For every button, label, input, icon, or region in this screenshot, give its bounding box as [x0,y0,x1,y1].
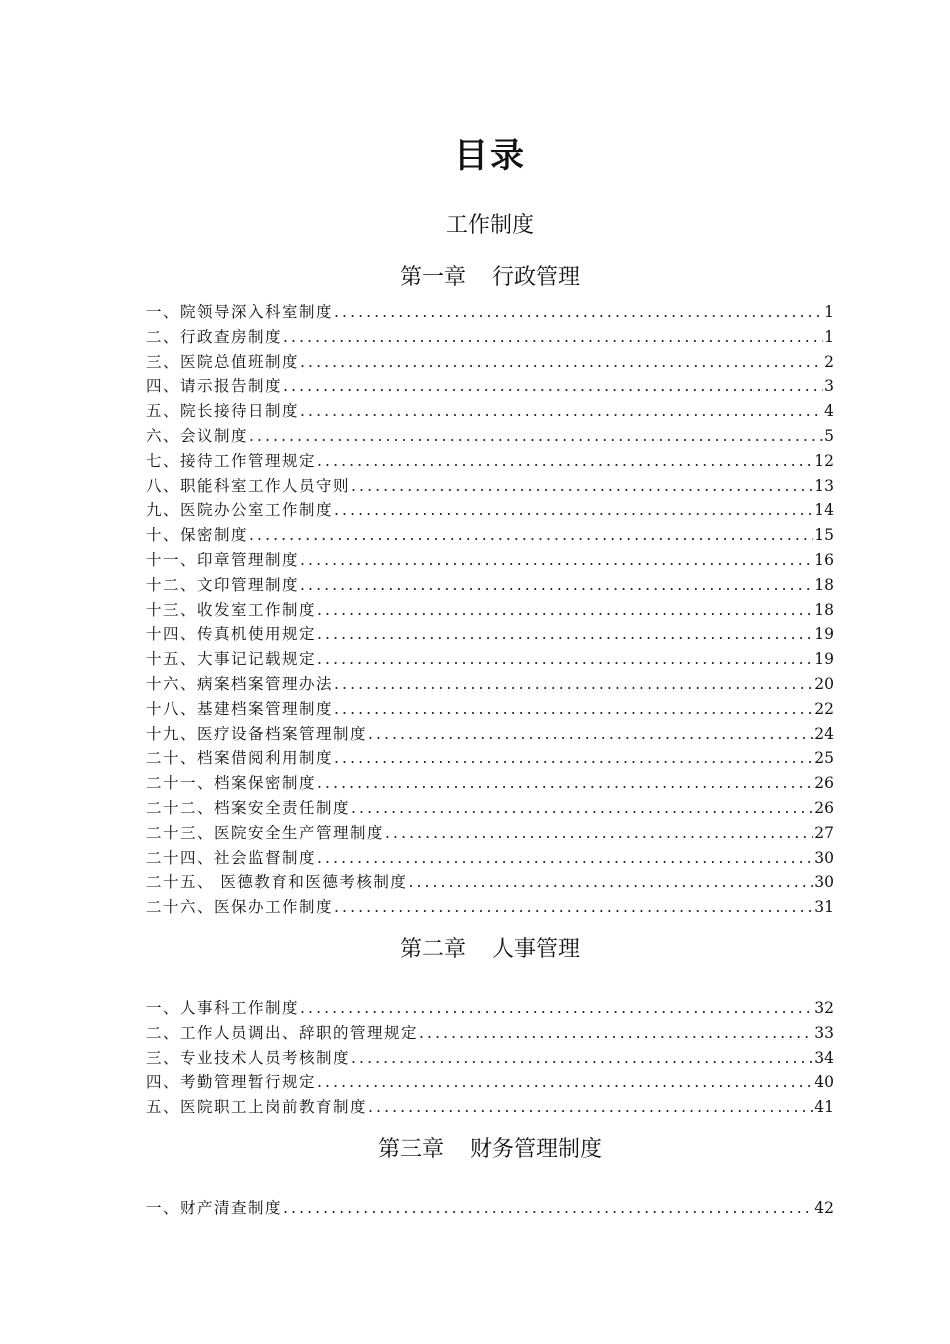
toc-leader-dots [334,498,813,523]
toc-leader-dots [300,399,823,424]
toc-entry-page-number: 4 [824,402,834,421]
toc-entry[interactable] [146,548,834,573]
toc-entry[interactable] [146,697,834,722]
toc-entry-title: 七、接待工作管理规定 [146,451,317,470]
toc-entry[interactable] [146,399,834,424]
chapter-2-name: 人事管理 [492,937,581,962]
toc-entry-title: 八、职能科室工作人员守则 [146,476,351,495]
toc-entry-page-number: 24 [814,724,834,743]
toc-entry-page-number: 15 [814,526,834,545]
toc-entry-title: 二、行政查房制度 [146,327,283,346]
toc-entry-page-number: 30 [814,873,834,892]
chapter-3-heading [0,1132,950,1163]
page-title: 目录 [454,136,526,176]
toc-leader-dots [317,598,813,623]
toc-entry[interactable] [146,771,834,796]
toc-entry-title: 十八、基建档案管理制度 [146,699,334,718]
toc-entry-page-number: 19 [814,650,834,669]
toc-entry-title: 二十六、医保办工作制度 [146,898,334,917]
toc-entry-title: 十、保密制度 [146,526,249,545]
toc-entry[interactable] [146,622,834,647]
toc-entry-title: 四、考勤管理暂行规定 [146,1073,317,1092]
toc-leader-dots [300,996,813,1021]
toc-entry-page-number: 32 [814,999,834,1017]
toc-leader-dots [408,870,813,895]
toc-leader-dots [368,1095,813,1120]
toc-entry-page-number: 18 [814,575,834,594]
toc-entry[interactable] [146,1021,834,1046]
toc-entry-page-number: 42 [814,1199,834,1217]
toc-leader-dots [334,672,813,697]
chapter-1-number: 第一章 [399,265,466,290]
toc-leader-dots [419,1021,813,1046]
toc-entry[interactable] [146,895,834,920]
toc-leader-dots [300,548,813,573]
toc-entry-page-number: 25 [814,749,834,768]
toc-entry-page-number: 30 [814,848,834,867]
toc-entry-page-number: 13 [814,476,834,495]
toc-entry[interactable] [146,523,834,548]
toc-entry[interactable] [146,474,834,499]
toc-leader-dots [334,300,823,325]
toc-entry[interactable] [146,647,834,672]
toc-entry-page-number: 19 [814,625,834,644]
toc-entry-title: 二十三、医院安全生产管理制度 [146,823,385,842]
toc-entry-title: 一、财产清查制度 [146,1199,283,1217]
toc-entry-page-number: 3 [824,377,834,396]
toc-entry[interactable] [146,300,834,325]
toc-entry-page-number: 22 [814,699,834,718]
toc-entry[interactable] [146,573,834,598]
toc-entry-page-number: 27 [814,823,834,842]
chapter-1-name: 行政管理 [492,265,581,290]
toc-entry-title: 二十、档案借阅利用制度 [146,749,334,768]
toc-leader-dots [334,895,813,920]
chapter-1-heading [0,260,950,291]
toc-leader-dots [368,722,813,747]
toc-entry-title: 一、院领导深入科室制度 [146,303,334,321]
toc-entry-title: 十二、文印管理制度 [146,575,300,594]
toc-entry-page-number: 33 [814,1023,834,1042]
toc-entry-title: 十四、传真机使用规定 [146,625,317,644]
toc-entry-title: 二十四、社会监督制度 [146,848,317,867]
toc-entry-title: 五、医院职工上岗前教育制度 [146,1098,368,1117]
toc-leader-dots [317,622,813,647]
toc-leader-dots [351,796,813,821]
toc-entry-title: 四、请示报告制度 [146,377,283,396]
toc-entry-page-number: 40 [814,1073,834,1092]
toc-leader-dots [283,374,823,399]
toc-entry-title: 三、医院总值班制度 [146,352,300,371]
toc-entry-title: 二、工作人员调出、辞职的管理规定 [146,1023,419,1042]
chapter-3-number: 第三章 [377,1137,444,1162]
toc-entry-title: 十三、收发室工作制度 [146,600,317,619]
toc-leader-dots [351,1046,813,1071]
toc-entry-title: 二十一、档案保密制度 [146,774,317,793]
toc-entry[interactable] [146,722,834,747]
toc-leader-dots [249,523,813,548]
toc-entry[interactable] [146,498,834,523]
chapter-3-toc [146,1196,834,1221]
toc-leader-dots [385,821,813,846]
toc-leader-dots [300,350,823,375]
toc-entry[interactable] [146,870,834,895]
toc-leader-dots [283,325,823,350]
toc-entry[interactable] [146,424,834,449]
toc-entry-page-number: 5 [824,426,834,445]
toc-entry[interactable] [146,1070,834,1095]
toc-entry[interactable] [146,598,834,623]
toc-entry[interactable] [146,325,834,350]
chapter-2-heading [0,932,950,963]
toc-entry[interactable] [146,746,834,771]
toc-leader-dots [317,1070,813,1095]
chapter-2-number: 第二章 [399,937,466,962]
toc-entry[interactable] [146,449,834,474]
toc-entry-title: 一、人事科工作制度 [146,999,300,1017]
toc-entry-title: 九、医院办公室工作制度 [146,501,334,520]
toc-leader-dots [283,1196,813,1221]
toc-entry-page-number: 14 [814,501,834,520]
chapter-1-toc [146,300,834,920]
toc-leader-dots [317,449,813,474]
toc-entry-page-number: 31 [814,898,834,917]
toc-entry-title: 三、专业技术人员考核制度 [146,1048,351,1067]
toc-entry[interactable] [146,1095,834,1120]
toc-entry-page-number: 34 [814,1048,834,1067]
toc-leader-dots [317,846,813,871]
toc-entry-title: 十五、大事记记载规定 [146,650,317,669]
toc-entry-page-number: 18 [814,600,834,619]
toc-leader-dots [300,573,813,598]
toc-entry-page-number: 26 [814,798,834,817]
toc-entry-page-number: 20 [814,674,834,693]
toc-entry[interactable] [146,796,834,821]
toc-entry[interactable] [146,672,834,697]
chapter-2-toc [146,996,834,1120]
toc-entry-page-number: 26 [814,774,834,793]
section-subtitle: 工作制度 [445,213,534,238]
toc-entry-page-number: 16 [814,550,834,569]
toc-entry-title: 二十二、档案安全责任制度 [146,798,351,817]
toc-entry-title: 二十五、 医德教育和医德考核制度 [146,873,408,892]
toc-entry[interactable] [146,1046,834,1071]
toc-entry-title: 十一、印章管理制度 [146,550,300,569]
chapter-3-name: 财务管理制度 [470,1137,603,1162]
toc-entry-page-number: 41 [814,1098,834,1117]
toc-entry-page-number: 12 [814,451,834,470]
toc-entry-title: 十六、病案档案管理办法 [146,674,334,693]
toc-leader-dots [249,424,823,449]
toc-entry[interactable] [146,350,834,375]
toc-leader-dots [317,647,813,672]
toc-leader-dots [334,697,813,722]
toc-leader-dots [351,474,813,499]
toc-entry[interactable] [146,846,834,871]
toc-entry-page-number: 2 [824,352,834,371]
toc-entry[interactable] [146,821,834,846]
toc-entry-title: 六、会议制度 [146,426,249,445]
toc-entry-page-number: 1 [824,303,834,321]
toc-entry[interactable] [146,374,834,399]
toc-entry-page-number: 1 [824,327,834,346]
toc-entry-title: 五、院长接待日制度 [146,402,300,421]
toc-leader-dots [334,746,813,771]
toc-entry[interactable] [146,996,834,1021]
toc-leader-dots [317,771,813,796]
toc-entry[interactable] [146,1196,834,1221]
toc-entry-title: 十九、医疗设备档案管理制度 [146,724,368,743]
